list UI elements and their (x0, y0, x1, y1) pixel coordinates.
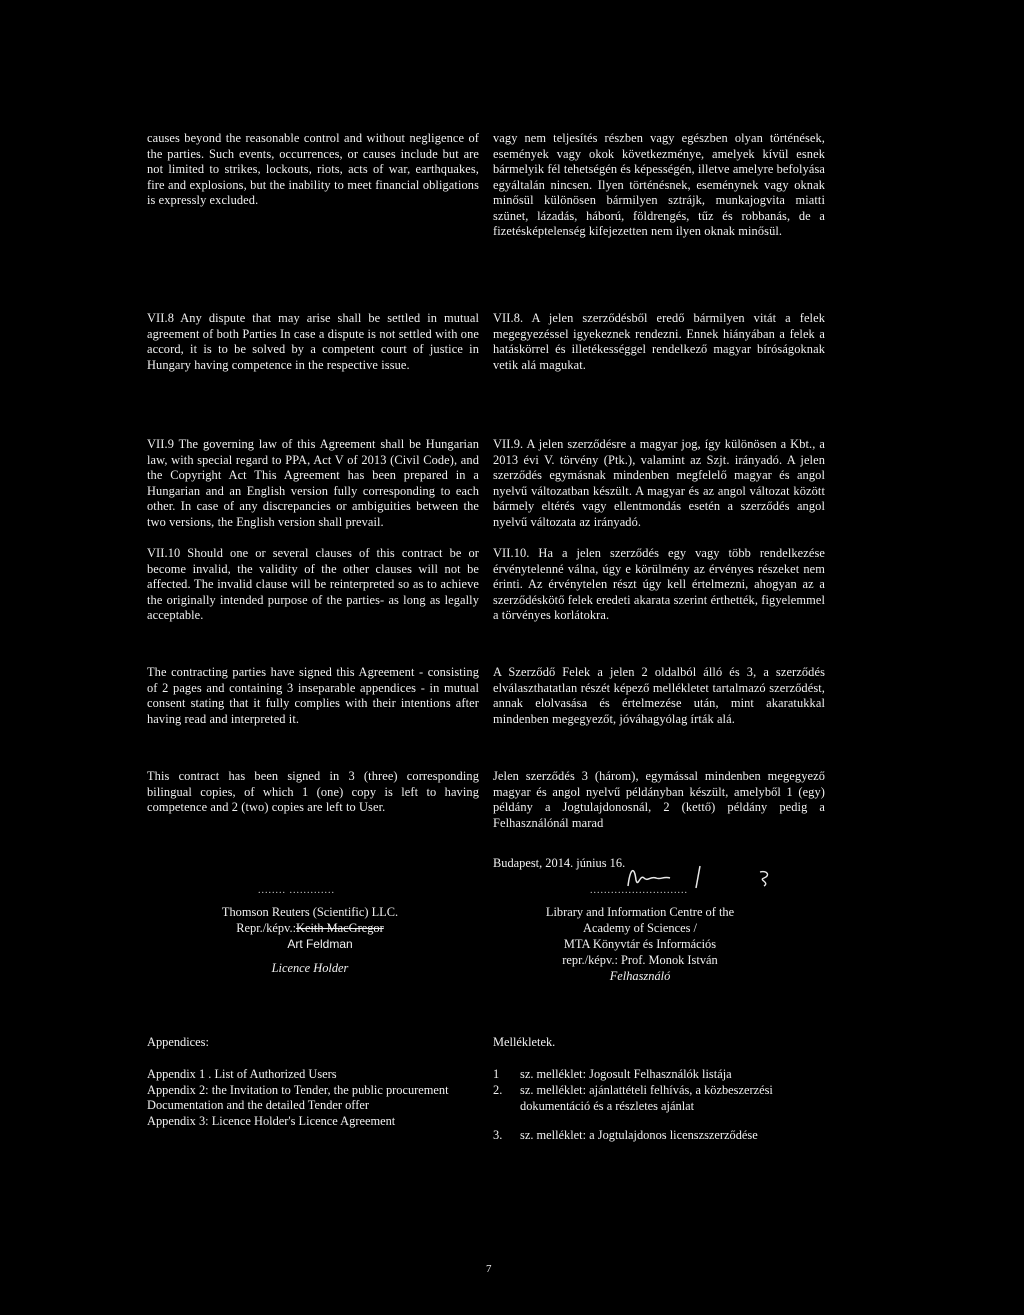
hu-appendix-2 (493, 1083, 833, 1115)
en-repr-struck-name: Keith MacGregor (296, 921, 384, 935)
en-signature-line: ........ ............. (258, 885, 335, 896)
hu-signatory-org-line1: Library and Information Centre of the (545, 905, 735, 919)
hu-appendix-1 (493, 1067, 833, 1083)
hu-clause-vii8: VII.8. A jelen szerződésből eredő bármilyen vitát a felek megegyezéssel igyekeznek rendezni. Ennek hiányában a felek a hatáskörrel és illetékességgel rendelkező magyar bíróságoknak vetik alá magukat. (493, 311, 825, 372)
en-appendices-list (147, 1067, 487, 1129)
en-signing-statement: The contracting parties have signed this Agreement - consisting of 2 pages and containing 3 inseparable appendices - in mutual consent stating that it fully complies with their intentions after having read and interpreted it. (147, 665, 479, 726)
hu-clause-vii10: VII.10. Ha a jelen szerződés egy vagy több rendelkezése érvénytelenné válna, úgy e körülmény az érvényes részeket nem érinti. Az érvénytelen részt úgy kell értelmezni, ahogyan az a szerződéskötő felek eredeti akarata szerint érthették, figyelemmel a törvényes korlátokra. (493, 546, 825, 622)
hu-appendix-2-text: sz. melléklet: ajánlattételi felhívás, a közbeszerzési dokumentáció és a részletes ajánlat (520, 1083, 773, 1113)
hu-appendix-1-number: 1 (493, 1067, 500, 1081)
en-appendix-3: Appendix 3: Licence Holder's Licence Agreement (147, 1113, 396, 1128)
hu-appendix-2-number: 2. (493, 1083, 503, 1097)
en-signatory-role: Licence Holder (271, 961, 349, 975)
en-signature-block (160, 904, 460, 976)
hu-appendix-1-text: sz. melléklet: Jogosult Felhasználók listája (520, 1067, 732, 1081)
hu-signatory-repr: repr./képv.: Prof. Monok István (562, 953, 718, 967)
en-appendices-label: Appendices: (147, 1035, 209, 1049)
en-clause-vii10: VII.10 Should one or several clauses of this contract be or become invalid, the validity of the other clauses will not be affected. The invalid clause will be reinterpreted so as to achieve the originally intended purpose of the parties- as long as legally acceptable. (147, 546, 479, 622)
hu-signatory-role: Felhasználó (609, 969, 671, 983)
hu-signing-statement: A Szerződő Felek a jelen 2 oldalból álló és 3, a szerződés elválaszthatatlan részét képező mellékletet tartalmazó szerződést, annak elolvasása és értelmezése után, mint akaratukkal mindenben megegyezőt, jóváhagyólag írták alá. (493, 665, 825, 726)
place-date: Budapest, 2014. június 16. (493, 856, 626, 870)
en-appendix-2: Appendix 2: the Invitation to Tender, the public procurement Documentation and the detailed Tender offer (147, 1082, 449, 1112)
hu-signature-line: ............................ (590, 885, 688, 896)
en-appendix-1: Appendix 1 . List of Authorized Users (147, 1067, 337, 1081)
hu-appendices-label: Mellékletek. (493, 1035, 556, 1049)
hu-appendix-3 (493, 1128, 833, 1144)
en-clause-vii9: VII.9 The governing law of this Agreement shall be Hungarian law, with special regard to PPA, Act V of 2013 (Civil Code), and the Copyright Act This Agreement has been prepared in a Hungarian and an English version fully corresponding to each other. In case of any discrepancies or ambiguities between the two versions, the English version shall prevail. (147, 437, 479, 529)
en-clause-vii8: VII.8 Any dispute that may arise shall be settled in mutual agreement of both Parties In case a dispute is not settled with one accord, it is to be solved by a competent court of justice in Hungary having competence in the respective issue. (147, 311, 479, 372)
en-signatory-org: Thomson Reuters (Scientific) LLC. (221, 905, 399, 919)
hu-signatory-org-line3: MTA Könyvtár és Információs (563, 937, 717, 951)
hu-appendix-3-text: sz. melléklet: a Jogtulajdonos licenszszerződése (520, 1128, 758, 1142)
page-number: 7 (486, 1263, 492, 1275)
hu-force-majeure-paragraph: vagy nem teljesítés részben vagy egészben olyan történések, események vagy okok következménye, amelyek kívül esnek bármelyik fél tehetségén és képességén, illetve amelyre befolyása egyáltalán nincsen. Ilyen történésnek, eseménynek vagy oknak minősül különösen bármilyen sztrájk, munkajogvita miatti szünet, lázadás, háború, földrengés, tűz és robbanás, de a fizetésképtelenség kifejezetten nem ilyen oknak minősül. (493, 131, 825, 238)
en-repr-prefix: Repr./képv.: (236, 921, 297, 935)
en-signatory-name: Art Feldman (287, 937, 353, 951)
hu-copies-statement: Jelen szerződés 3 (három), egymással mindenben megegyező magyar és angol nyelvű példányban készült, amelyből 1 (egy) példány a Jogtulajdonosnál, 2 (kettő) példány pedig a Felhasználónál marad (493, 769, 825, 830)
hu-clause-vii9: VII.9. A jelen szerződésre a magyar jog, így különösen a Kbt., a 2013 évi V. törvény (Ptk.), valamint az Szjt. irányadó. A jelen szerződés egymásnak mindenben megfelelő magyar és angol nyelvű változatban készült. A magyar és az angol változat között bármely eltérés vagy ellentmondás esetén a szerződés angol nyelvű változata az irányadó. (493, 437, 825, 529)
hu-signatory-org-line2: Academy of Sciences / (583, 921, 697, 935)
en-copies-statement: This contract has been signed in 3 (three) corresponding bilingual copies, of which 1 (one) copy is left to having competence and 2 (two) copies are left to User. (147, 769, 479, 814)
hu-signature-block (480, 904, 800, 984)
hu-appendix-3-number: 3. (493, 1128, 503, 1142)
en-force-majeure-paragraph: causes beyond the reasonable control and without negligence of the parties. Such events, occurrences, or causes include but are not limited to strikes, lockouts, riots, acts of war, earthquakes, fire and explosions, but the inability to meet financial obligations is expressly excluded. (147, 131, 479, 207)
en-signatory-repr (160, 920, 460, 936)
